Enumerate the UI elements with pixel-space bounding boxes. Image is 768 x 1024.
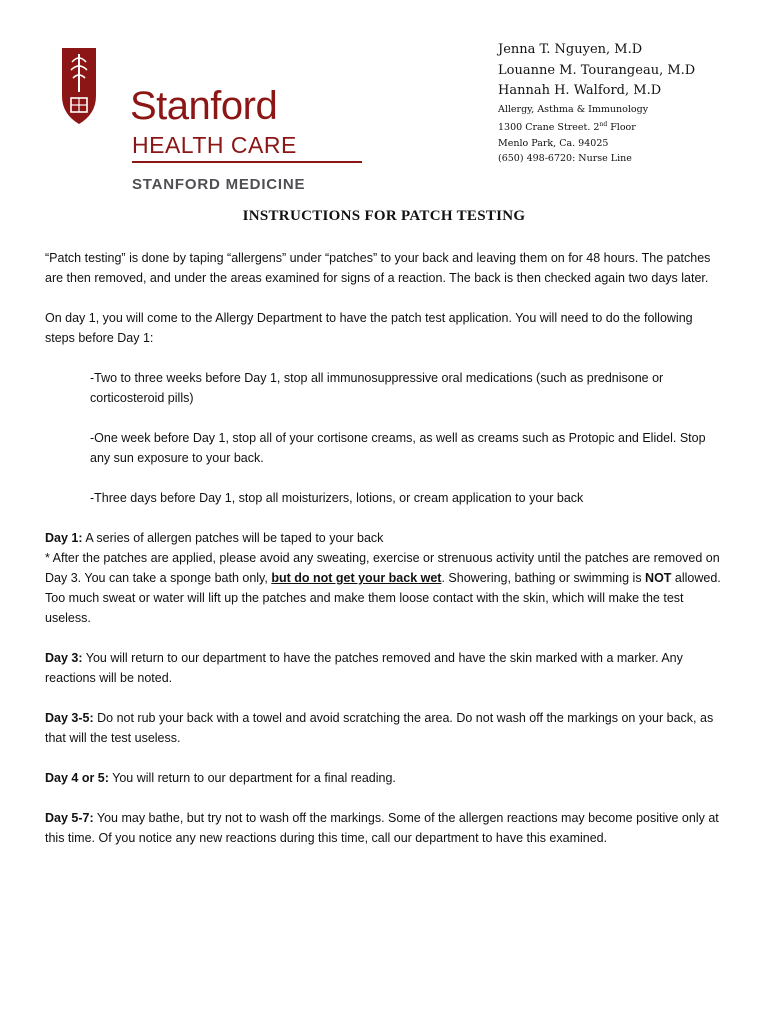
not-emphasis: NOT: [645, 571, 672, 585]
doctor-name: Louanne M. Tourangeau, M.D: [498, 62, 696, 78]
doctors-block: [498, 40, 758, 167]
stanford-health-care-logo: [62, 44, 312, 193]
brand-division: STANFORD MEDICINE: [132, 176, 306, 193]
prep-step: -One week before Day 1, stop all of your cortisone creams, as well as creams such as Protopic and Elidel. Stop any sun exposure to your back.: [90, 431, 706, 465]
phone-number: (650) 498-6720: Nurse Line: [498, 153, 632, 165]
doctor-name: Jenna T. Nguyen, M.D: [498, 42, 643, 57]
doctor-name: Hannah H. Walford, M.D: [498, 83, 662, 98]
instructions-body: [45, 248, 725, 868]
day1-section: Day 1: A series of allergen patches will be taped to your back * After the patches are applied, please avoid any sweating, exercise or strenuous activity until the patches are removed on Day 3. You can take a sponge bath only, but do not get your back wet. Showering, bathing or swimming is NOT allowed. Too much sweat or water will lift up the patches and make them loose contact with the skin, which will make the test useless.: [45, 531, 721, 625]
department-name: Allergy, Asthma & Immunology: [498, 103, 649, 115]
day3-5-section: Day 3-5: Do not rub your back with a towel and avoid scratching the area. Do not wash off the markings on your back, as that will the test useless.: [45, 711, 714, 745]
day1-label: Day 1:: [45, 531, 83, 545]
day3-5-label: Day 3-5:: [45, 711, 94, 725]
city-address: Menlo Park, Ca. 94025: [498, 137, 609, 149]
street-address: 1300 Crane Street. 2nd Floor: [498, 121, 636, 134]
stanford-shield-icon: [62, 48, 96, 124]
day5-7-label: Day 5-7:: [45, 811, 94, 825]
prep-step: -Three days before Day 1, stop all moisturizers, lotions, or cream application to your back: [90, 491, 584, 505]
brand-subtitle: HEALTH CARE: [132, 132, 297, 158]
day3-label: Day 3:: [45, 651, 83, 665]
day3-section: Day 3: You will return to our department to have the patches removed and have the skin marked with a marker. Any reactions will be noted.: [45, 651, 683, 685]
day1-text: A series of allergen patches will be taped to your back: [82, 531, 384, 545]
warning-underlined: but do not get your back wet: [271, 571, 442, 585]
brand-divider: [132, 161, 362, 163]
day5-7-section: Day 5-7: You may bathe, but try not to wash off the markings. Some of the allergen reactions may become positive only at this time. Of you notice any new reactions during this time, call our department to have this examined.: [45, 811, 719, 845]
prep-step: -Two to three weeks before Day 1, stop all immunosuppressive oral medications (such as prednisone or corticosteroid pills): [90, 371, 664, 405]
brand-name: Stanford: [130, 84, 278, 128]
intro-paragraph: “Patch testing” is done by taping “allergens” under “patches” to your back and leaving them on for 48 hours. The patches are then removed, and under the areas examined for signs of a reaction. The back is then checked again two days later.: [45, 251, 711, 285]
page-title: INSTRUCTIONS FOR PATCH TESTING: [242, 208, 526, 224]
day4-5-section: Day 4 or 5: You will return to our department for a final reading.: [45, 771, 396, 785]
day4-5-label: Day 4 or 5:: [45, 771, 109, 785]
day1-intro-paragraph: On day 1, you will come to the Allergy Department to have the patch test application. You will need to do the following steps before Day 1:: [45, 311, 693, 345]
